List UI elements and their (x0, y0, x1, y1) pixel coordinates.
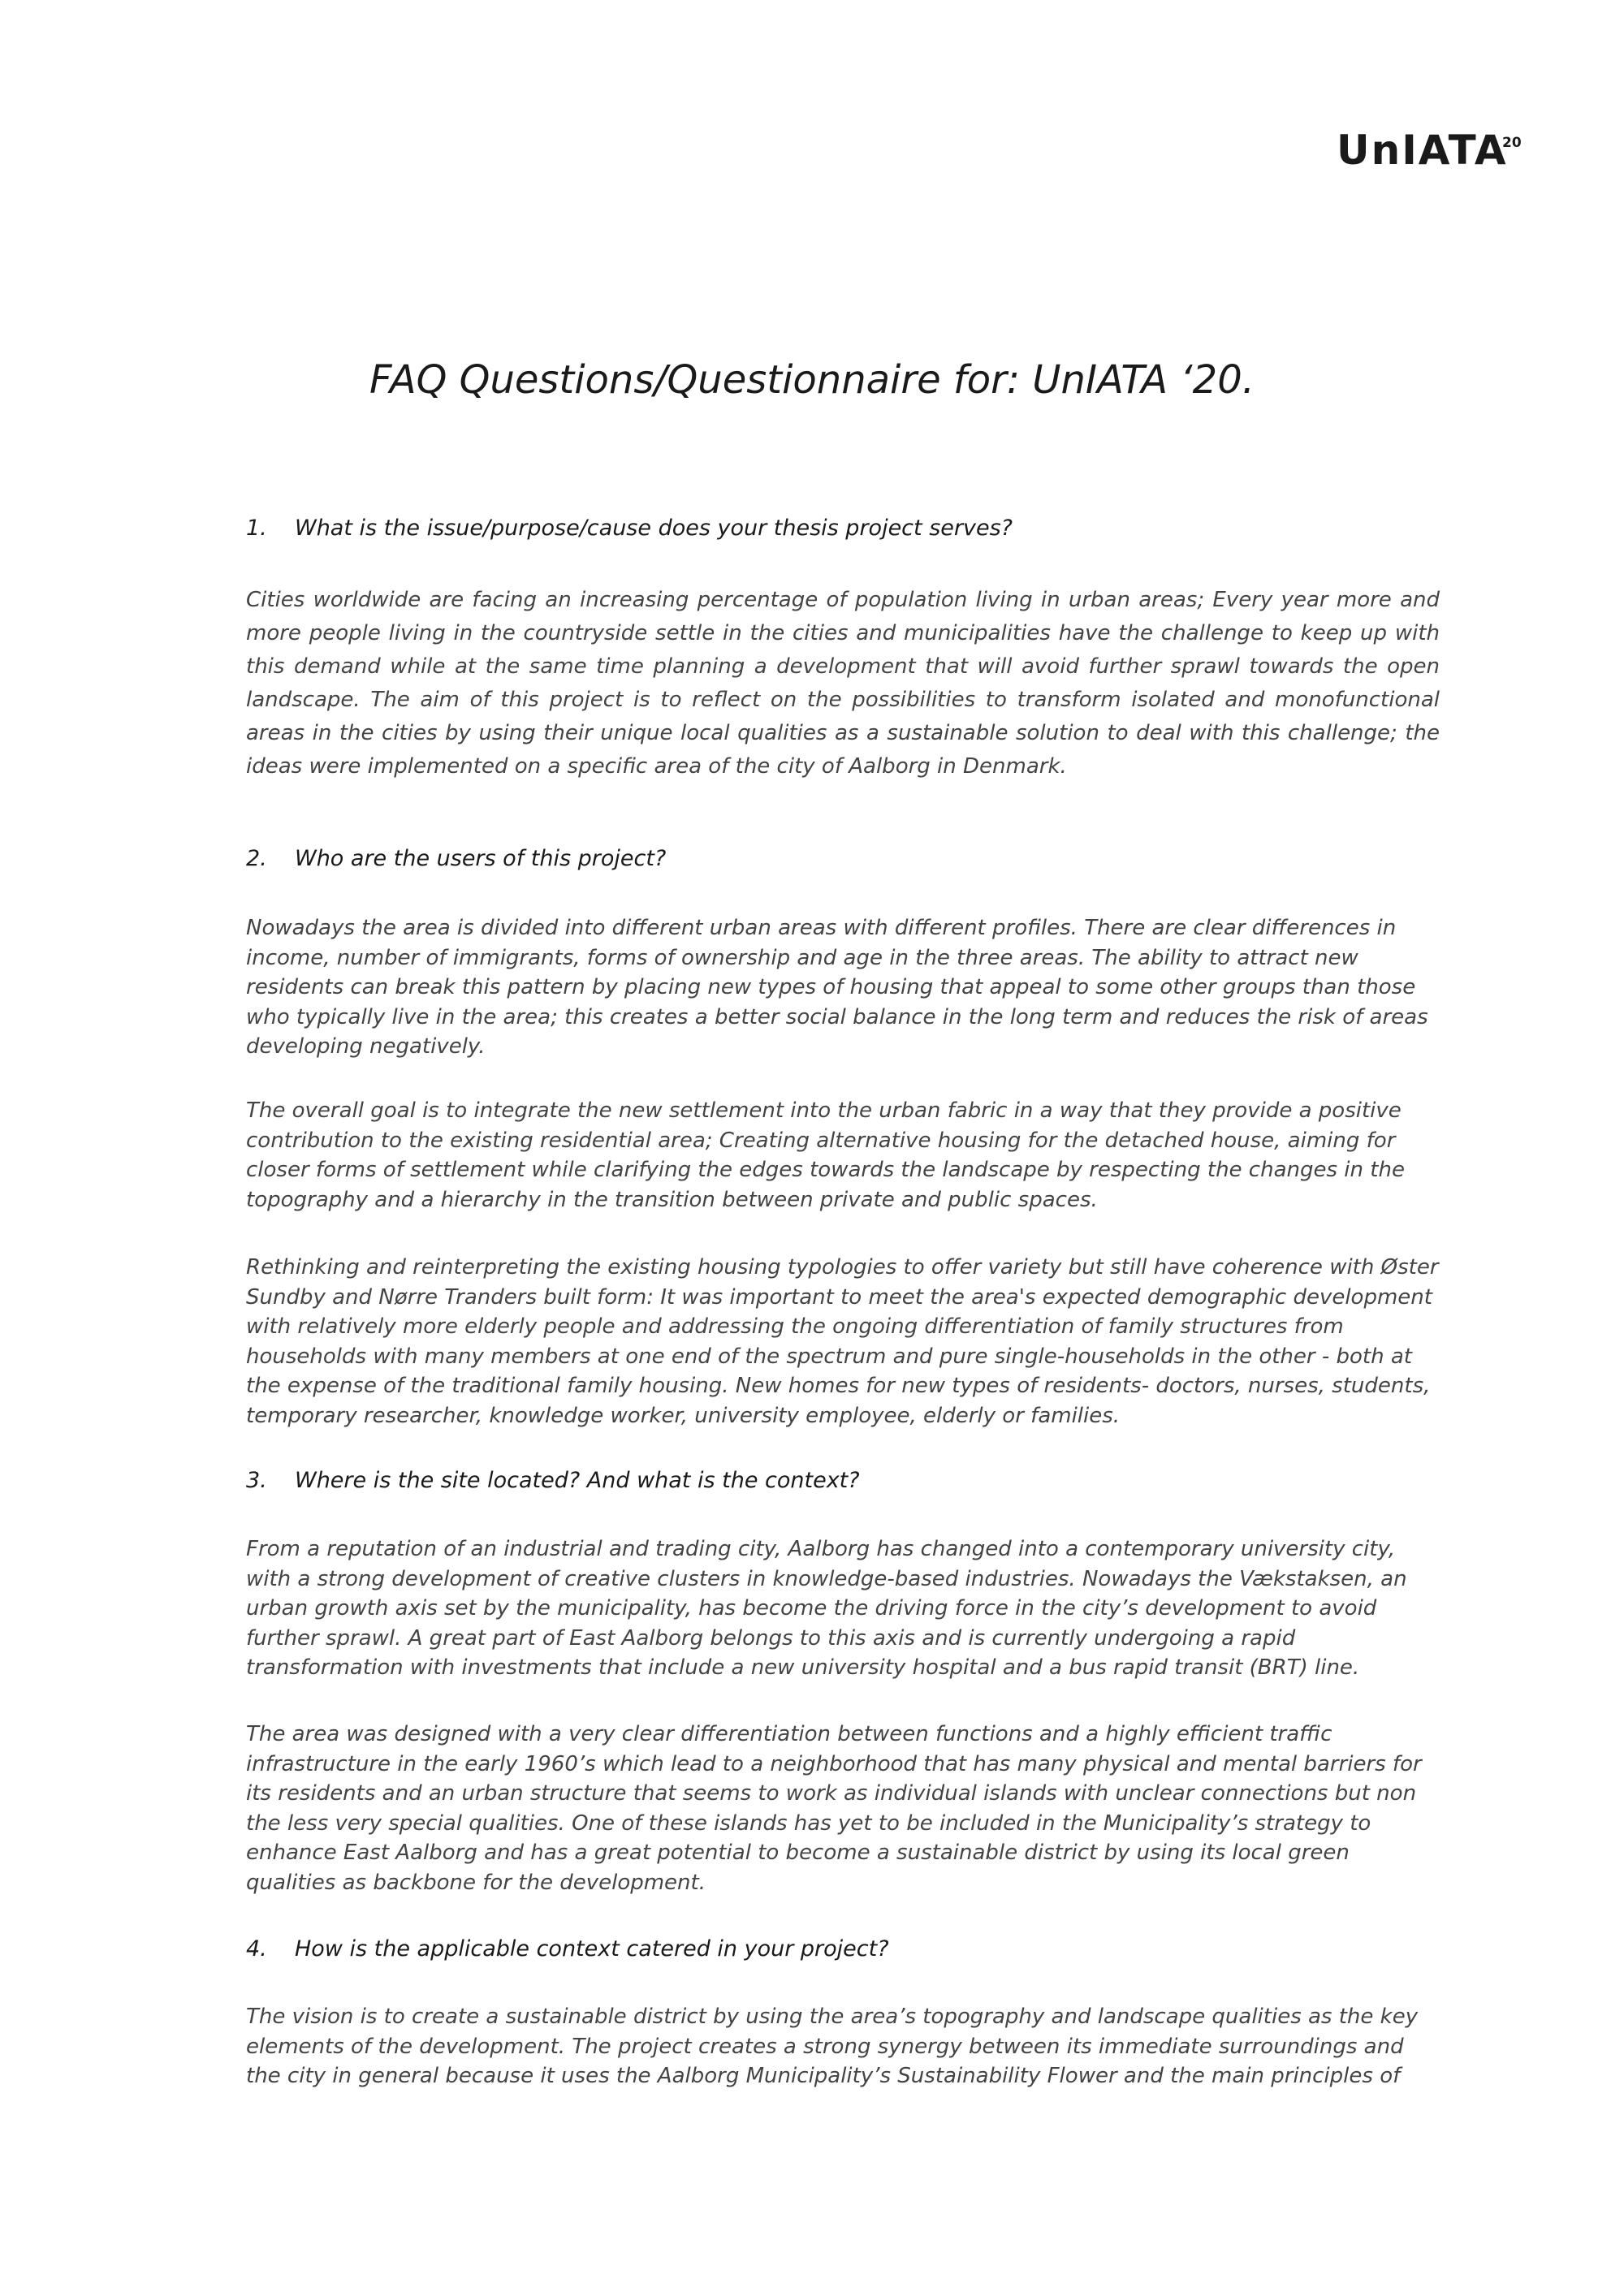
answer-paragraph: The overall goal is to integrate the new settlement into the urban fabric in a way that they provide a positive contribution to the existing residential area; Creating alternative housing for the detached house, aiming for closer forms of settlement while clarifying the edges towards the landscape by respecting the changes in the topography and a hierarchy in the transition between private and public spaces. (246, 1098, 1405, 1212)
question-text: How is the applicable context catered in your project? (295, 1936, 889, 1962)
answer-paragraph: Rethinking and reinterpreting the existing housing typologies to offer variety but still have coherence with Øster Sundby and Nørre Tranders built form: It was important to meet the area's expected demographic development with relatively more elderly people and addressing the ongoing differentiation of family structures from households with many members at one end of the spectrum and pure single-households in the other - both at the expense of the traditional family housing. New homes for new types of residents- doctors, nurses, students, temporary researcher, knowledge worker, university employee, elderly or families. (246, 1255, 1439, 1428)
unIATA-logo: UnIATA (1337, 127, 1508, 174)
answer-paragraph: From a reputation of an industrial and trading city, Aalborg has changed into a contemporary university city, with a strong development of creative clusters in knowledge-based industries. Nowadays the Vækstaksen, an urban growth axis set by the municipality, has become the driving force in the city’s development to avoid further sprawl. A great part of East Aalborg belongs to this axis and is currently undergoing a rapid transformation with investments that include a new university hospital and a bus rapid transit (BRT) line. (246, 1537, 1407, 1680)
question-3-heading (246, 1466, 1440, 1495)
question-1-heading (246, 514, 1440, 543)
question-text: What is the issue/purpose/cause does your thesis project serves? (295, 516, 1013, 541)
question-number: 4. (246, 1936, 267, 1962)
question-number: 1. (246, 516, 267, 541)
answer-paragraph: Cities worldwide are facing an increasing percentage of population living in urban areas; Every year more and more people living in the countryside settle in the cities and municipalities have the challenge to keep up with this demand while at the same time planning a development that will avoid further sprawl towards the open landscape. The aim of this project is to reflect on the possibilities to transform isolated and monofunctional areas in the cities by using their unique local qualities as a sustainable solution to deal with this challenge; the ideas were implemented on a specific area of the city of Aalborg in Denmark. (246, 588, 1440, 779)
answer-paragraph: The area was designed with a very clear differentiation between functions and a highly efficient traffic infrastructure in the early 1960’s which lead to a neighborhood that has many physical and mental barriers for its residents and an urban structure that seems to work as individual islands with unclear connections but non the less very special qualities. One of these islands has yet to be included in the Municipality’s strategy to enhance East Aalborg and has a great potential to become a sustainable district by using its local green qualities as backbone for the development. (246, 1722, 1422, 1895)
question-number: 3. (246, 1468, 267, 1493)
question-text: Where is the site located? And what is the context? (295, 1468, 860, 1493)
question-4-heading (246, 1935, 1440, 1964)
page-title: FAQ Questions/Questionnaire for: UnIATA ‘20. (369, 357, 1255, 404)
question-text: Who are the users of this project? (295, 846, 667, 871)
question-number: 2. (246, 846, 267, 871)
question-2-heading (246, 844, 1440, 874)
logo-superscript: 20 (1502, 135, 1522, 151)
answer-paragraph: Nowadays the area is divided into different urban areas with different profiles. There are clear differences in income, number of immigrants, forms of ownership and age in the three areas. The ability to attract new residents can break this pattern by placing new types of housing that appeal to some other groups than those who typically live in the area; this creates a better social balance in the long term and reduces the risk of areas developing negatively. (246, 916, 1428, 1059)
answer-paragraph: The vision is to create a sustainable district by using the area’s topography and landscape qualities as the key elements of the development. The project creates a strong synergy between its immediate surroundings and the city in general because it uses the Aalborg Municipality’s Sustainability Flower and the main principles of (246, 2005, 1419, 2088)
